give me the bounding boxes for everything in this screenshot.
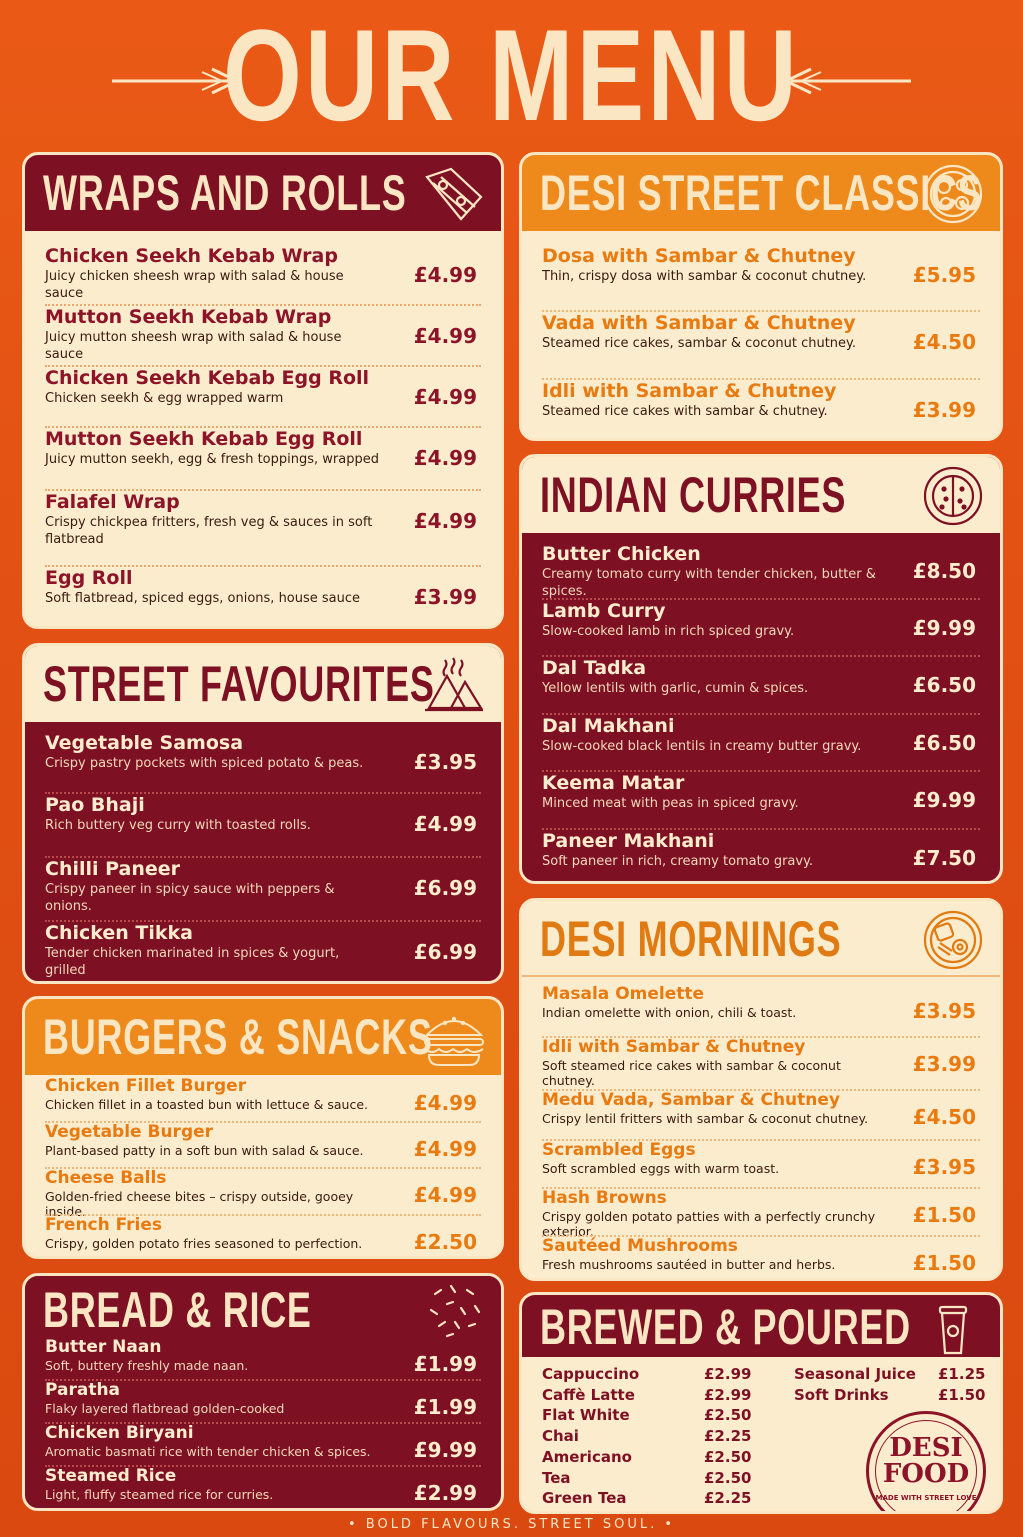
item-description: Minced meat with peas in spiced gravy. — [542, 796, 799, 811]
item-name: Lamb Curry — [542, 600, 666, 622]
item-description: Indian omelette with onion, chili & toast. — [542, 1005, 797, 1020]
item-description: Golden-fried cheese bites – crispy outside, gooey inside. — [45, 1189, 354, 1219]
coffee-cup-icon — [920, 1299, 986, 1361]
section-header — [522, 901, 1000, 977]
item-name: Medu Vada, Sambar & Chutney — [542, 1090, 840, 1110]
item-name: Chicken Seekh Kebab Wrap — [45, 245, 338, 267]
drink-name: Flat White — [542, 1406, 630, 1425]
menu-item — [542, 1141, 980, 1189]
item-name: Chicken Tikka — [45, 922, 193, 944]
menu-item — [542, 1038, 980, 1091]
item-name: Pao Bhaji — [45, 794, 145, 816]
item-name: Chicken Seekh Kebab Egg Roll — [45, 367, 370, 389]
drink-price: £1.50 — [938, 1385, 986, 1404]
section-wraps — [22, 152, 504, 629]
item-description: Slow-cooked lamb in rich spiced gravy. — [542, 624, 795, 639]
section-mornings — [519, 898, 1003, 1281]
item-price: £6.50 — [912, 673, 976, 697]
menu-item — [542, 1237, 980, 1281]
item-price: £4.99 — [413, 324, 477, 348]
menu-item — [542, 1091, 980, 1141]
item-price: £1.50 — [912, 1251, 976, 1275]
section-header — [25, 999, 501, 1075]
item-name: Idli with Sambar & Chutney — [542, 1037, 806, 1057]
wrap-icon — [421, 163, 487, 225]
section-street — [22, 643, 504, 984]
breakfast-plate-icon — [920, 909, 986, 971]
item-price: £6.99 — [413, 876, 477, 900]
item-name: Vegetable Samosa — [45, 732, 244, 754]
item-price: £3.99 — [413, 585, 477, 609]
item-name: Idli with Sambar & Chutney — [542, 380, 837, 402]
drink-name: Tea — [542, 1468, 571, 1487]
drink-name: Caffè Latte — [542, 1385, 635, 1404]
drink-name: Seasonal Juice — [794, 1365, 916, 1383]
curry-bowl-icon — [920, 465, 986, 527]
item-name: Dosa with Sambar & Chutney — [542, 245, 856, 267]
menu-item — [45, 732, 481, 794]
item-price: £4.50 — [912, 1105, 976, 1129]
menu-item — [542, 380, 980, 441]
menu-item — [45, 1216, 481, 1259]
item-description: Soft paneer in rich, creamy tomato gravy. — [542, 854, 814, 869]
section-bread — [22, 1273, 504, 1511]
item-name: Sautéed Mushrooms — [542, 1236, 738, 1256]
item-name: Mutton Seekh Kebab Wrap — [45, 306, 332, 328]
drink-price: £2.99 — [704, 1365, 752, 1383]
item-price: £3.95 — [912, 999, 976, 1023]
drink-name: Cappuccino — [542, 1365, 640, 1383]
menu-item — [542, 543, 980, 600]
section-desi-street — [519, 152, 1003, 441]
item-price: £3.99 — [912, 1052, 976, 1076]
item-name: Butter Naan — [45, 1337, 162, 1357]
item-description: Soft scrambled eggs with warm toast. — [542, 1161, 780, 1176]
drink-price: £2.99 — [704, 1385, 752, 1404]
item-description: Juicy mutton seekh, egg & fresh toppings, wrapped — [45, 452, 379, 467]
menu-item — [542, 245, 980, 312]
item-name: Vada with Sambar & Chutney — [542, 312, 856, 334]
drink-price: £2.50 — [704, 1406, 752, 1425]
menu-item — [45, 1123, 481, 1169]
item-description: Juicy chicken sheesh wrap with salad & house sauce — [45, 269, 344, 301]
menu-item — [542, 312, 980, 380]
item-price: £9.99 — [912, 616, 976, 640]
item-description: Rich buttery veg curry with toasted rolls. — [45, 818, 311, 833]
item-description: Thin, crispy dosa with sambar & coconut chutney. — [542, 269, 867, 284]
item-name: Chicken Fillet Burger — [45, 1076, 247, 1096]
item-price: £5.95 — [912, 263, 976, 287]
menu-item — [45, 858, 481, 922]
section-title: DESI MORNINGS — [540, 911, 842, 967]
item-price: £8.50 — [912, 559, 976, 583]
menu-item — [542, 715, 980, 772]
item-description: Tender chicken marinated in spices & yogurt, grilled — [45, 946, 340, 978]
item-description: Soft flatbread, spiced eggs, onions, house sauce — [45, 591, 361, 606]
item-description: Chicken fillet in a toasted bun with lettuce & sauce. — [45, 1097, 369, 1112]
menu-item — [45, 922, 481, 984]
item-name: Butter Chicken — [542, 543, 701, 565]
item-description: Crispy lentil fritters with sambar & coconut chutney. — [542, 1111, 869, 1126]
menu-item — [45, 1424, 481, 1467]
menu-item — [542, 1189, 980, 1237]
item-name: Dal Tadka — [542, 657, 647, 679]
item-name: Egg Roll — [45, 567, 133, 589]
item-price: £4.99 — [413, 1183, 477, 1207]
menu-item — [45, 306, 481, 367]
drink-price: £1.25 — [938, 1365, 986, 1383]
item-description: Yellow lentils with garlic, cumin & spices. — [542, 681, 809, 696]
item-price: £4.99 — [413, 263, 477, 287]
drink-price: £2.50 — [704, 1468, 752, 1487]
stamp-line-3: MADE WITH STREET LOVE — [875, 1494, 977, 1502]
item-description: Crispy chickpea fritters, fresh veg & sauces in soft flatbread — [45, 515, 373, 547]
menu-item — [45, 367, 481, 428]
menu-item — [542, 600, 980, 657]
drink-price: £2.50 — [704, 1447, 752, 1466]
section-header — [25, 155, 501, 231]
menu-item — [45, 1467, 481, 1510]
menu-item — [45, 245, 481, 306]
item-price: £3.95 — [912, 1155, 976, 1179]
item-price: £1.50 — [912, 1203, 976, 1227]
thali-icon — [920, 163, 986, 225]
section-header — [522, 1295, 1000, 1357]
stamp-line-2: FOOD — [882, 1459, 970, 1489]
item-price: £9.99 — [912, 788, 976, 812]
item-price: £4.99 — [413, 1137, 477, 1161]
item-price: £3.99 — [912, 398, 976, 422]
right-arrow-icon — [776, 66, 911, 96]
item-description: Flaky layered flatbread golden-cooked — [45, 1401, 285, 1416]
item-name: Dal Makhani — [542, 715, 675, 737]
drink-name: Soft Drinks — [794, 1385, 889, 1404]
item-price: £4.99 — [413, 1091, 477, 1115]
header — [0, 2, 1023, 148]
item-price: £3.95 — [413, 750, 477, 774]
item-name: Mutton Seekh Kebab Egg Roll — [45, 428, 363, 450]
item-description: Soft steamed rice cakes with sambar & coconut chutney. — [542, 1058, 841, 1088]
samosa-icon — [421, 654, 487, 716]
item-price: £4.99 — [413, 385, 477, 409]
drink-name: Green Tea — [542, 1489, 627, 1508]
item-description: Fresh mushrooms sautéed in butter and herbs. — [542, 1257, 836, 1272]
rice-icon — [421, 1280, 487, 1342]
item-description: Light, fluffy steamed rice for curries. — [45, 1487, 274, 1502]
item-description: Slow-cooked black lentils in creamy butter gravy. — [542, 739, 862, 754]
item-price: £6.99 — [413, 940, 477, 964]
burger-icon — [421, 1007, 487, 1069]
section-title: STREET FAVOURITES — [43, 656, 435, 712]
section-title: DESI STREET CLASSICS — [540, 165, 983, 221]
stamp-line-1: DESI — [889, 1433, 963, 1463]
item-name: Keema Matar — [542, 772, 685, 794]
item-price: £4.99 — [413, 509, 477, 533]
section-header — [25, 1276, 501, 1340]
menu-item — [542, 772, 980, 830]
item-description: Creamy tomato curry with tender chicken, butter & spices. — [542, 567, 876, 599]
section-header — [522, 457, 1000, 533]
menu-item — [45, 567, 481, 625]
drink-price: £2.25 — [704, 1489, 752, 1508]
item-price: £7.50 — [912, 846, 976, 870]
section-brewed — [519, 1292, 1003, 1514]
item-price: £6.50 — [912, 731, 976, 755]
item-name: Cheese Balls — [45, 1168, 167, 1188]
item-description: Crispy golden potato patties with a perfectly crunchy exterior. — [542, 1209, 876, 1239]
item-price: £1.99 — [413, 1352, 477, 1376]
menu-item — [542, 830, 980, 884]
section-header — [25, 646, 501, 722]
item-description: Chicken seekh & egg wrapped warm — [45, 391, 284, 406]
item-description: Aromatic basmati rice with tender chicken & spices. — [45, 1444, 371, 1459]
item-name: Masala Omelette — [542, 984, 705, 1004]
section-title: BREAD & RICE — [43, 1282, 312, 1338]
item-name: Scrambled Eggs — [542, 1140, 696, 1160]
item-price: £9.99 — [413, 1438, 477, 1462]
menu-item — [45, 491, 481, 567]
item-price: £4.99 — [413, 812, 477, 836]
item-description: Soft, buttery freshly made naan. — [45, 1358, 249, 1373]
drink-name: Chai — [542, 1427, 579, 1446]
item-description: Juicy mutton sheesh wrap with salad & house sauce — [45, 330, 342, 362]
item-price: £1.99 — [413, 1395, 477, 1419]
item-description: Crispy paneer in spicy sauce with peppers & onions. — [45, 882, 335, 914]
tagline: • BOLD FLAVOURS. STREET SOUL. • — [347, 1517, 676, 1532]
section-title: BURGERS & SNACKS — [43, 1009, 433, 1065]
item-name: Paneer Makhani — [542, 830, 715, 852]
item-price: £4.99 — [413, 446, 477, 470]
item-description: Steamed rice cakes with sambar & chutney. — [542, 404, 828, 419]
page-title: OUR MENU — [222, 2, 801, 148]
item-description: Steamed rice cakes, sambar & coconut chutney. — [542, 336, 857, 351]
section-title: BREWED & POURED — [540, 1299, 911, 1355]
section-curries — [519, 454, 1003, 884]
section-burgers — [22, 996, 504, 1259]
item-description: Crispy, golden potato fries seasoned to perfection. — [45, 1236, 363, 1251]
menu-item — [45, 1168, 481, 1219]
item-description: Plant-based patty in a soft bun with salad & sauce. — [45, 1143, 364, 1158]
section-header — [522, 155, 1000, 231]
section-title: INDIAN CURRIES — [540, 467, 847, 523]
item-name: Falafel Wrap — [45, 491, 180, 513]
item-name: French Fries — [45, 1215, 163, 1235]
drink-price: £2.25 — [704, 1427, 752, 1446]
item-name: Chilli Paneer — [45, 858, 181, 880]
menu-item — [45, 1381, 481, 1424]
menu-item — [45, 794, 481, 858]
menu-item — [542, 657, 980, 715]
menu-item — [45, 1338, 481, 1381]
item-name: Chicken Biryani — [45, 1423, 194, 1443]
item-name: Vegetable Burger — [45, 1122, 214, 1142]
item-description: Crispy pastry pockets with spiced potato & peas. — [45, 756, 364, 771]
drink-name: Americano — [542, 1447, 632, 1466]
item-price: £2.99 — [413, 1481, 477, 1505]
item-name: Hash Browns — [542, 1188, 667, 1208]
item-name: Steamed Rice — [45, 1466, 177, 1486]
menu-item — [45, 1077, 481, 1123]
item-name: Paratha — [45, 1380, 121, 1400]
item-price: £4.50 — [912, 330, 976, 354]
menu-item — [542, 985, 980, 1038]
menu-item — [45, 428, 481, 491]
section-title: WRAPS AND ROLLS — [43, 165, 407, 221]
item-price: £2.50 — [413, 1230, 477, 1254]
